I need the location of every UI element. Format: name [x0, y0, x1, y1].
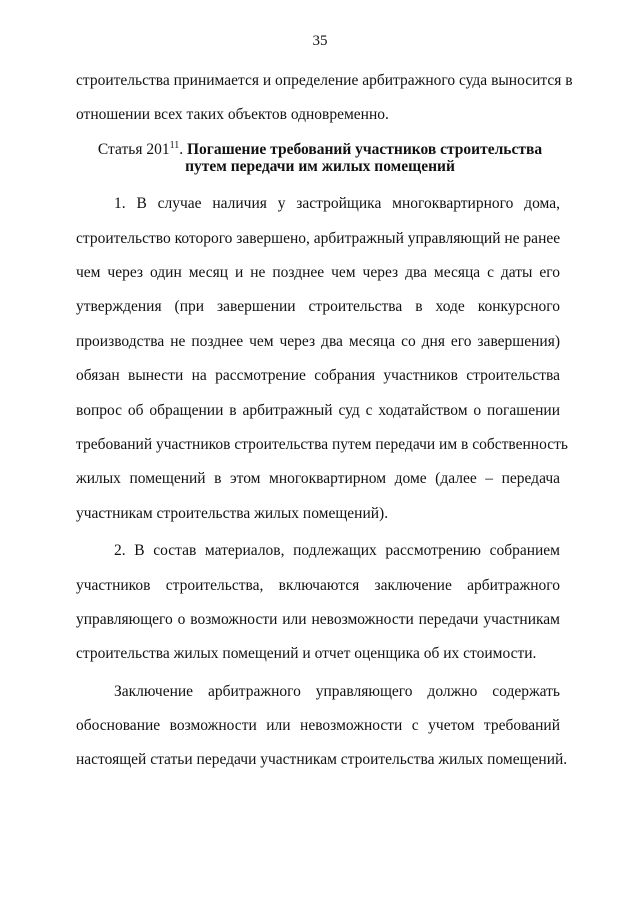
article-superscript: 11 — [169, 140, 180, 151]
article-heading: Статья $201^{11}$. Погашение требований участников строительства — [97, 140, 543, 158]
text-line: жилых помещений в этом многоквартирном доме (далее – передача — [76, 470, 560, 487]
article-heading-continued — [0, 158, 640, 176]
article-prefix: Статья 201 — [97, 141, 170, 158]
text-line: участников строительства, включаются заключение арбитражного — [76, 577, 560, 594]
page-number: 35 — [312, 33, 328, 49]
text-line: обоснование возможности или невозможности с учетом требований — [76, 717, 560, 734]
text-line: строительство которого завершено, арбитражный управляющий не ранее — [76, 230, 561, 247]
text-line: 2. В состав материалов, подлежащих рассмотрению собранием — [114, 542, 560, 559]
text-line: утверждения (при завершении строительства в ходе конкурсного — [76, 298, 560, 315]
text-line: строительства принимается и определение арбитражного суда выносится в — [76, 72, 573, 89]
text-line: отношении всех таких объектов одновременно. — [76, 106, 389, 123]
text-line: обязан вынести на рассмотрение собрания участников строительства — [76, 367, 560, 384]
text-line: чем через один месяц и не позднее чем через два месяца с даты его — [76, 264, 560, 281]
text-line: управляющего о возможности или невозможности передачи участникам — [76, 611, 560, 628]
text-line: вопрос об обращении в арбитражный суд с ходатайством о погашении — [76, 402, 560, 419]
text-line: настоящей статьи передачи участникам строительства жилых помещений. — [76, 751, 568, 768]
article-title-line2: путем передачи им жилых помещений — [185, 158, 455, 175]
article-title-line1: Погашение требований участников строительства — [186, 141, 543, 158]
text-line: участникам строительства жилых помещений). — [76, 505, 389, 522]
text-line: требований участников строительства путем передачи им в собственность — [76, 436, 568, 453]
text-line: строительства жилых помещений и отчет оценщика об их стоимости. — [76, 645, 537, 662]
text-line: Заключение арбитражного управляющего должно содержать — [114, 683, 560, 700]
text-line: производства не позднее чем через два месяца со дня его завершения) — [76, 333, 560, 350]
text-line: 1. В случае наличия у застройщика многоквартирного дома, — [114, 195, 560, 212]
